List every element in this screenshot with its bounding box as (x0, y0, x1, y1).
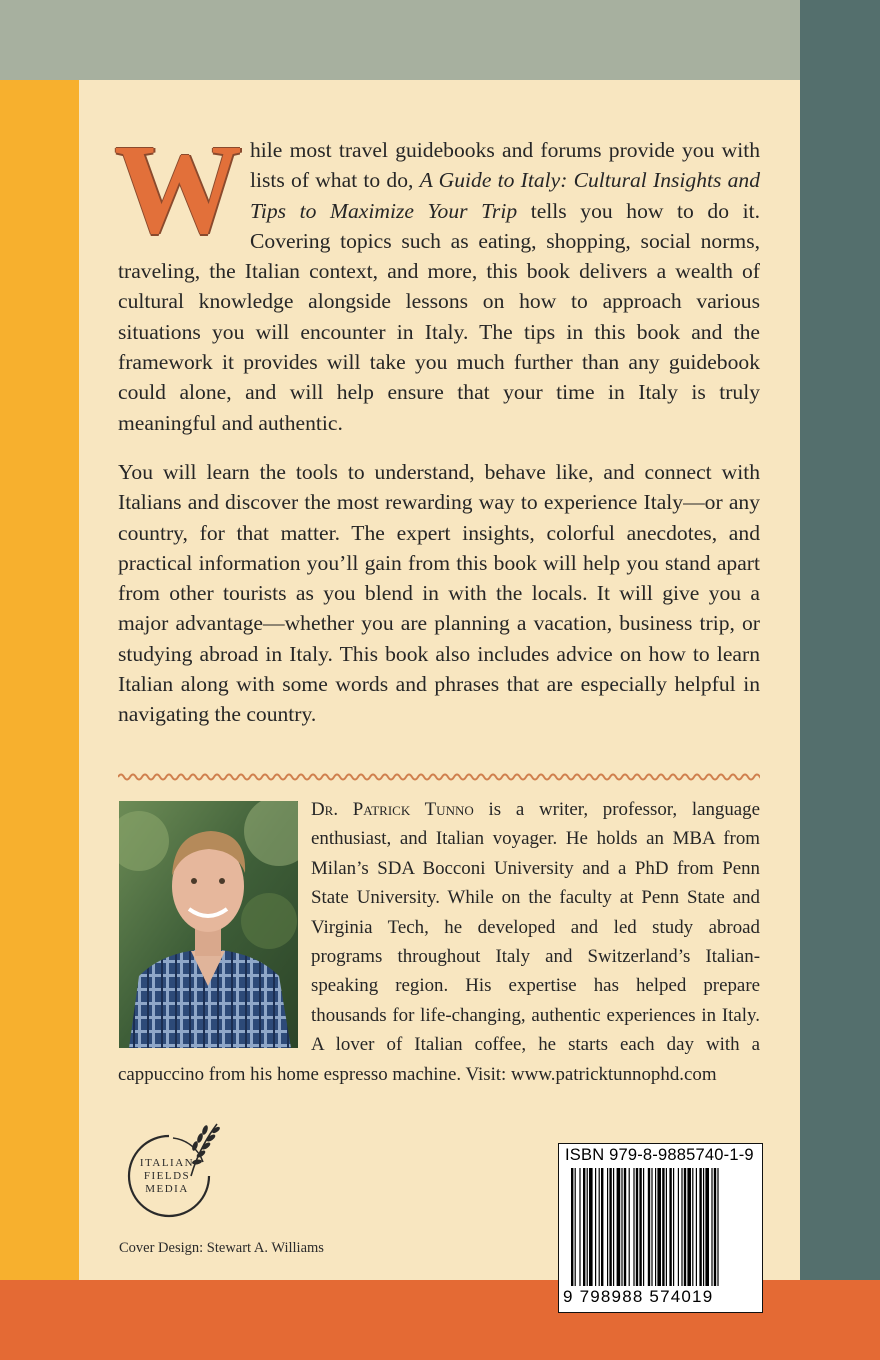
drop-cap: W (114, 118, 242, 260)
publisher-line-3: MEDIA (145, 1183, 189, 1195)
author-bio (118, 795, 760, 1089)
barcode-bars (565, 1168, 756, 1286)
isbn-digits: 9 798988 574019 (563, 1287, 714, 1306)
isbn-label: ISBN 979-8-9885740-1-9 (565, 1146, 754, 1164)
description-paragraph-2: You will learn the tools to understand, behave like, and connect with Italians and discover the most rewarding way to experience Italy—or any country, for that matter. The expert insights, colorful anecdotes, and practical information you’ll gain from this book will help you stand apart from other tourists as you blend in with the locals. It will give you a major advantage—whether you are planning a vacation, business trip, or studying abroad in Italy. This book also includes advice on how to learn Italian along with some words and phrases that are especially helpful in navigating the country. (118, 460, 760, 727)
author-bio-text: is a writer, professor, language enthusiast, and Italian voyager. He holds an MBA from Milan’s SDA Bocconi University and a PhD from Penn State University. While on the faculty at Penn State and Virginia Tech, he developed and led study abroad programs throughout Italy and Switzerland’s Italian-speaking region. His expertise has helped prepare thousands for life-changing, authentic experiences in Italy. A lover of Italian coffee, he starts each day with a cappuccino from his home espresso machine. Visit: www.patricktunnophd.com (118, 799, 760, 1085)
isbn-barcode (558, 1143, 763, 1313)
left-color-band (0, 80, 79, 1360)
publisher-line-1: ITALIAN (139, 1157, 195, 1169)
right-color-band (800, 0, 880, 1280)
publisher-line-2: FIELDS (143, 1170, 191, 1182)
book-title-italic: A Guide to Italy: Cultural Insights and Tips to Maximize Your Trip (250, 168, 760, 223)
author-name: Dr. Patrick Tunno (311, 799, 474, 820)
p1-end-text: tells you how to do it. Covering topics such as eating, shopping, social norms, traveling, the Italian context, and more, this book delivers a wealth of cultural knowledge alongside lessons on how to approach various situations you will encounter in Italy. The tips in this book and the framework it provides will take you much further than any guidebook could alone, and will help ensure that your time in Italy is truly meaningful and authentic. (118, 198, 760, 435)
p1-start-text: hile most travel guidebooks and forums provide you with lists of what to do, (250, 138, 760, 193)
wavy-divider (118, 770, 760, 784)
description-paragraph-1 (114, 118, 760, 438)
top-color-band (0, 0, 800, 80)
publisher-logo (117, 1118, 221, 1230)
cover-design-credit: Cover Design: Stewart A. Williams (119, 1240, 324, 1256)
